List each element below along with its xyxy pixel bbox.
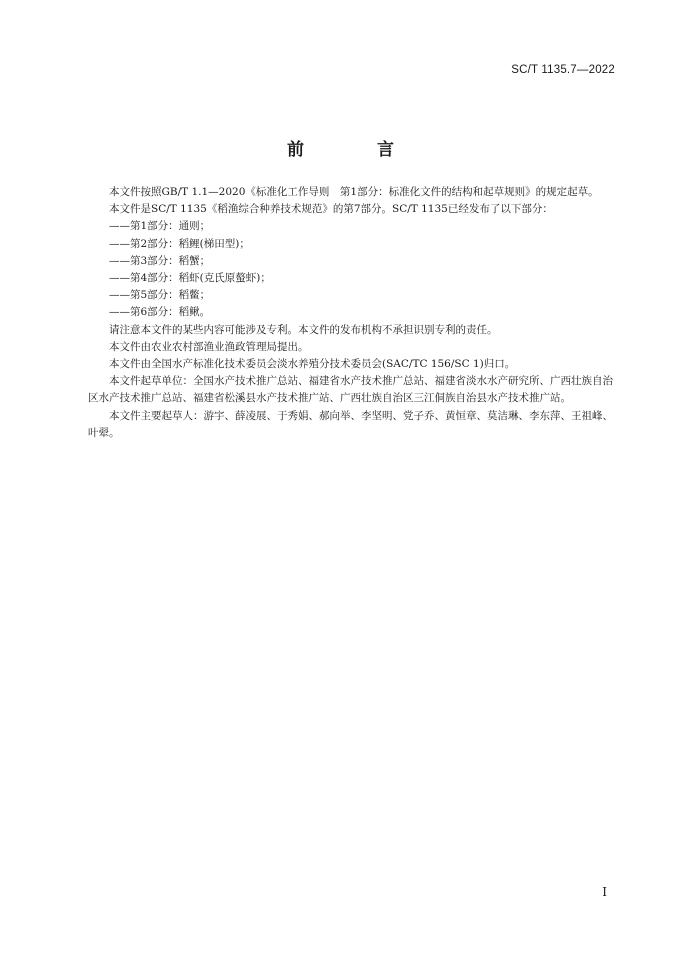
intro-paragraph: 本文件按照GB/T 1.1—2020《标准化工作导则 第1部分：标准化文件的结构和起草规则》的规定起草。 xyxy=(109,186,599,198)
proposed-by-paragraph: 本文件由农业农村部渔业渔政管理局提出。 xyxy=(109,340,309,353)
list-item: ——第5部分：稻鳖； xyxy=(109,289,211,302)
list-item: ——第1部分：通则； xyxy=(109,220,211,233)
list-item: ——第3部分：稻蟹； xyxy=(109,254,211,267)
standard-number: SC/T 1135.7—2022 xyxy=(511,64,615,76)
drafting-units-paragraph: 本文件起草单位：全国水产技术推广总站、福建省水产技术推广总站、福建省淡水水产研究所、广西壮族自治区水产技术推广总站、福建省松溪县水产技术推广站、广西壮族自治区三江侗族自治县水产技术推广站。 xyxy=(88,375,613,405)
list-item: ——第2部分：稻鲤(梯田型)； xyxy=(109,237,250,250)
centralized-by-paragraph: 本文件由全国水产标准化技术委员会淡水养殖分技术委员会(SAC/TC 156/SC 1)归口。 xyxy=(109,358,516,371)
drafters-paragraph: 本文件主要起草人：游宇、薛凌展、于秀娟、郝向举、李坚明、党子乔、黄恒章、莫洁琳、李东萍、王祖峰、叶翚。 xyxy=(88,409,613,439)
list-item: ——第6部分：稻鳅。 xyxy=(109,306,211,319)
patent-paragraph: 请注意本文件的某些内容可能涉及专利。本文件的发布机构不承担识别专利的责任。 xyxy=(109,323,498,336)
document-body xyxy=(88,184,618,442)
series-paragraph: 本文件是SC/T 1135《稻渔综合种养技术规范》的第7部分。SC/T 1135已经发布了以下部分： xyxy=(109,203,553,216)
page-number: I xyxy=(602,885,607,899)
list-item: ——第4部分：稻虾(克氏原螯虾)； xyxy=(109,272,271,285)
page-title: 前 言 xyxy=(287,140,422,160)
